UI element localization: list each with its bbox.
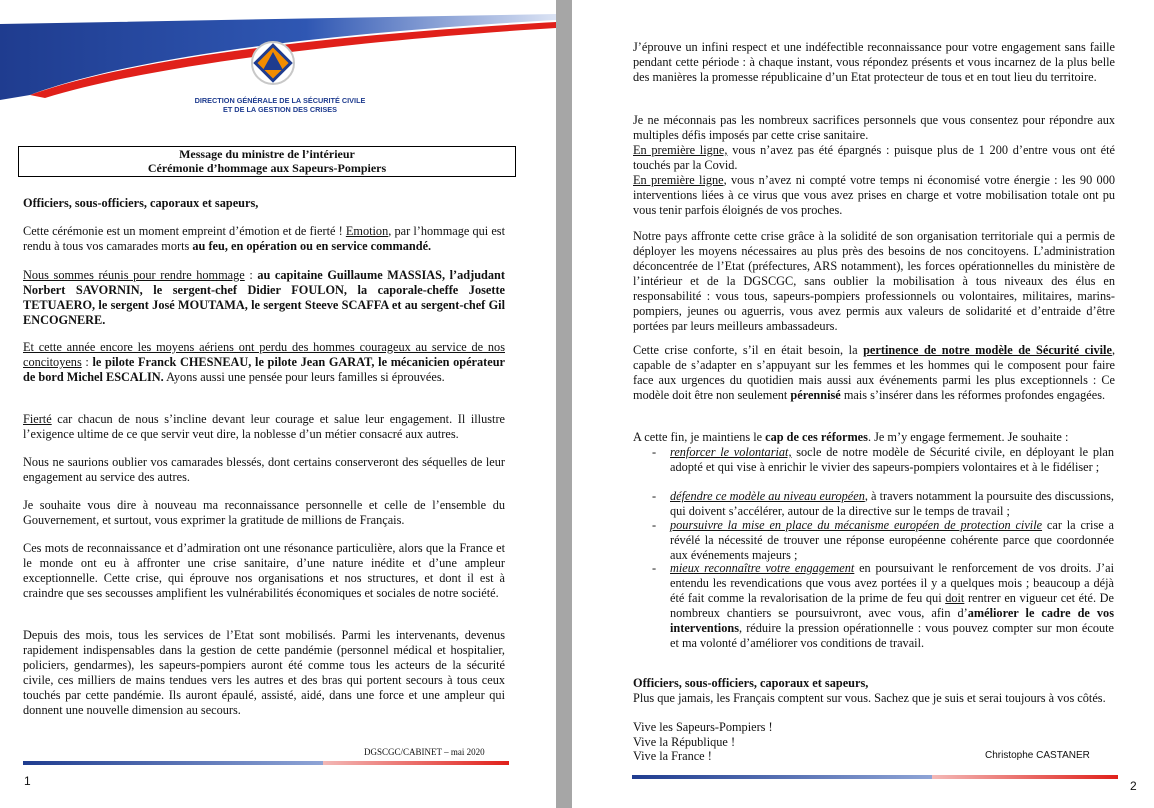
- page-number: 1: [24, 774, 31, 788]
- text: . Je m’y engage fermement. Je souhaite :: [867, 430, 1069, 444]
- list-dash: -: [652, 518, 657, 532]
- list-item-recognition: [670, 561, 1114, 651]
- text-underlined: En première ligne,: [633, 143, 728, 157]
- text-underlined: Nous sommes réunis pour rendre hommage: [23, 268, 245, 282]
- signature: Christophe CASTANER: [985, 750, 1090, 761]
- text: Je ne méconnais pas les nombreux sacrifices personnels que vous consentez pour répondre aux multiples défis imposés par cette crise sanitaire.: [633, 113, 1115, 142]
- footer-reference: DGSCGC/CABINET – mai 2020: [364, 747, 485, 757]
- paragraph-reforms-intro: [633, 430, 1115, 445]
- document-page-2: [572, 0, 1154, 808]
- paragraph-air-crews: [23, 340, 505, 385]
- text: socle de notre modèle de Sécurité civile, en déployant le plan adopté et qui vise à enrichir le vivier des sapeurs-pompiers volontaires et à le fidéliser ;: [670, 445, 1115, 474]
- org-name-line2: ET DE LA GESTION DES CRISES: [222, 105, 338, 114]
- paragraph-gratitude: Je souhaite vous dire à nouveau ma reconnaissance personnelle et celle de l’ensemble du Gouvernement, et surtout, vous exprimer la gratitude de millions de Français.: [23, 498, 505, 527]
- list-item-european-model: [670, 489, 1114, 519]
- closing-vive-sapeurs-pompiers: Vive les Sapeurs-Pompiers !: [633, 720, 773, 734]
- list-item-protection-mechanism: [670, 518, 1114, 563]
- closing-vive-france: Vive la France !: [633, 749, 712, 763]
- org-name-line1: DIRECTION GÉNÉRALE DE LA SÉCURITÉ CIVILE: [194, 96, 366, 105]
- text-underlined: doit: [945, 591, 965, 605]
- footer-stripe-blue: [632, 775, 932, 779]
- text: mais s’insérer dans les réformes profondes engagées.: [840, 388, 1106, 402]
- org-name: [190, 96, 370, 114]
- footer-stripe-red: [932, 775, 1118, 779]
- text-italic-underlined: mieux reconnaître votre engagement: [670, 561, 855, 575]
- paragraph-respect: J’éprouve un infini respect et une indéfectible reconnaissance pour votre engagement sans faille pendant cette période : à chaque instant, vous répondez présents et vous incarnez de la plus belle des manières la promesse républicaine d’un Etat protecteur de tous et en tout lieu du territoire.: [633, 40, 1115, 84]
- paragraph-sacrifices: [633, 113, 1115, 218]
- closing-salutation: Officiers, sous-officiers, caporaux et sapeurs,: [633, 676, 869, 690]
- text-underlined: En première ligne: [633, 173, 724, 187]
- text: Cette cérémonie est un moment empreint d’émotion et de fierté !: [23, 224, 346, 238]
- text: car la crise a révélé la nécessité de trouver une réponse européenne cohérente parce que coordonnée aux événements majeurs ;: [670, 518, 1114, 562]
- civil-security-logo: [250, 40, 296, 86]
- text: , à travers notamment la poursuite des discussions, qui doivent s’accélérer, autour de la directive sur le temps de travail ;: [670, 489, 1114, 518]
- closing-vive-republique: Vive la République !: [633, 735, 736, 749]
- paragraph-security-model: [633, 343, 1115, 403]
- text-bold: améliorer le cadre de vos interventions: [670, 606, 1114, 635]
- text: :: [244, 268, 258, 282]
- text-underlined: Fierté: [23, 412, 52, 426]
- list-dash: -: [652, 489, 657, 503]
- text: en poursuivant le renforcement de vos droits. J’ai entendu les revendications que vous avez portées il y a quelques mois ; beaucoup a déjà été fait comme la revalorisation de la prime de feu qui: [670, 561, 1115, 605]
- text: , vous n’avez ni compté votre temps ni économisé votre énergie : les 90 000 interventions liées à ce virus que vous avez prises en charge et votre mobilisation totale ont pu vous tenir parfois éloignés de vos proches.: [633, 173, 1115, 217]
- paragraph-territorial-organisation: Notre pays affronte cette crise grâce à la solidité de son organisation territoriale qui a permis de déployer les moyens nécessaires au plus près des besoins de nos concitoyens. L’administration déconcentrée de l’Etat (préfectures, ARS notamment), les forces opérationnelles du ministère de l’intérieur et de la DGSCGC, sans oublier la mobilisation à tous niveaux des élus en responsabilité : vous tous, sapeurs-pompiers professionnels ou volontaires, militaires, marins-pompiers, jeunes ou aguerris, vous avez permis aux valeurs de solidarité et d’entraide d’être portées par leurs meilleurs ambassadeurs.: [633, 229, 1115, 333]
- text-italic-underlined: renforcer le volontariat,: [670, 445, 792, 459]
- list-dash: -: [652, 445, 657, 459]
- text-bold: au feu, en opération ou en service commandé.: [192, 239, 432, 253]
- text-italic-underlined: défendre ce modèle au niveau européen: [670, 489, 865, 503]
- footer-stripe-red: [323, 761, 509, 765]
- text-bold-underlined: pertinence de notre modèle de Sécurité civile: [863, 343, 1112, 357]
- paragraph-crisis: Ces mots de reconnaissance et d’admiration ont une résonance particulière, alors que la France et le monde ont eu à affronter une crise sanitaire, d’une nature inédite et d’une ampleur exceptionnelle. Cette crise, qui éprouve nos organisations et nos structures, et dont il est à craindre que ses secousses amplifient les vulnérabilités économiques et sociales de notre société.: [23, 541, 505, 600]
- title-line1: Message du ministre de l’intérieur: [179, 147, 355, 161]
- page-number: 2: [1130, 779, 1137, 793]
- list-item-volunteering: [670, 445, 1114, 475]
- text: , par l’hommage qui est rendu à tous vos camarades morts: [23, 224, 505, 253]
- salutation: Officiers, sous-officiers, caporaux et sapeurs,: [23, 196, 259, 210]
- text: Ayons aussi une pensée pour leurs familles si éprouvées.: [163, 370, 445, 384]
- text: , capable de s’adapter en s’appuyant sur les femmes et les hommes qui le composent pour faire face aux urgences du quotidien mais aussi aux événements parmi les plus exceptionnels : Ce modèle doit être non seulement: [633, 343, 1116, 402]
- paragraph-pride: [23, 412, 505, 442]
- text-bold: pérennisé: [790, 388, 841, 402]
- paragraph-tribute: [23, 268, 505, 328]
- text-bold: cap de ces réformes: [765, 430, 868, 444]
- title-box: [18, 146, 516, 177]
- list-dash: -: [652, 561, 657, 575]
- text: rentrer en vigueur cet été. De nombreux chantiers se poursuivront, avec vous, afin d’: [670, 591, 1114, 620]
- text-underlined: Emotion: [345, 224, 389, 238]
- text: Cette crise conforte, s’il en était besoin, la: [633, 343, 864, 357]
- text-bold: au capitaine Guillaume MASSIAS, l’adjudant Norbert SAVORNIN, le sergent-chef Didier FOULON, la caporale-cheffe Josette TETUAERO, le sergent José MOUTAMA, le sergent Steeve SCAFFA et au sergent-chef Gil ENCOGNERE.: [23, 268, 505, 327]
- paragraph-wounded: Nous ne saurions oublier vos camarades blessés, dont certains conserveront des séquelles de leur engagement au service des autres.: [23, 455, 505, 484]
- paragraph-emotion: [23, 224, 505, 254]
- text-bold: le pilote Franck CHESNEAU, le pilote Jean GARAT, le mécanicien opérateur de bord Michel ESCALIN.: [23, 355, 505, 384]
- text-underlined: Et cette année encore les moyens aériens ont perdu des hommes courageux au service de nos concitoyens: [23, 340, 505, 369]
- text: A cette fin, je maintiens le: [633, 430, 766, 444]
- text: :: [81, 355, 93, 369]
- footer-stripe-blue: [23, 761, 323, 765]
- text: , réduire la pression opérationnelle : vous pouvez compter sur mon écoute et ma volonté d’améliorer vos conditions de travail.: [670, 621, 1114, 650]
- title-line2: Cérémonie d’hommage aux Sapeurs-Pompiers: [147, 161, 387, 175]
- closing-text: Plus que jamais, les Français comptent sur vous. Sachez que je suis et serai toujours à vos côtés.: [633, 691, 1106, 705]
- text-italic-underlined: poursuivre la mise en place du mécanisme européen de protection civile: [670, 518, 1043, 532]
- text: vous n’avez pas été épargnés : puisque plus de 1 200 d’entre vous ont été touchés par la Covid.: [633, 143, 1115, 172]
- paragraph-mobilisation: Depuis des mois, tous les services de l’Etat sont mobilisés. Parmi les intervenants, devenus rapidement indispensables dans la gestion de cette pandémie (personnel médical et hospitalier, policiers, gendarmes), les sapeurs-pompiers auront été comme tous les acteurs de la sécurité civile, ces milliers de mains tendues vers les autres et des bras qui portent secours à tous ceux touchés par cette pandémie. Ils auront épaulé, assisté, aidé, dans une force et une ampleur qui donnent une nouvelle dimension au secours.: [23, 628, 505, 717]
- document-page-1: [0, 0, 556, 808]
- text: car chacun de nous s’incline devant leur courage et salue leur engagement. Il illustre l’exigence ultime de ce que servir veut dire, la noblesse d’un métier consacré aux autres.: [23, 412, 505, 441]
